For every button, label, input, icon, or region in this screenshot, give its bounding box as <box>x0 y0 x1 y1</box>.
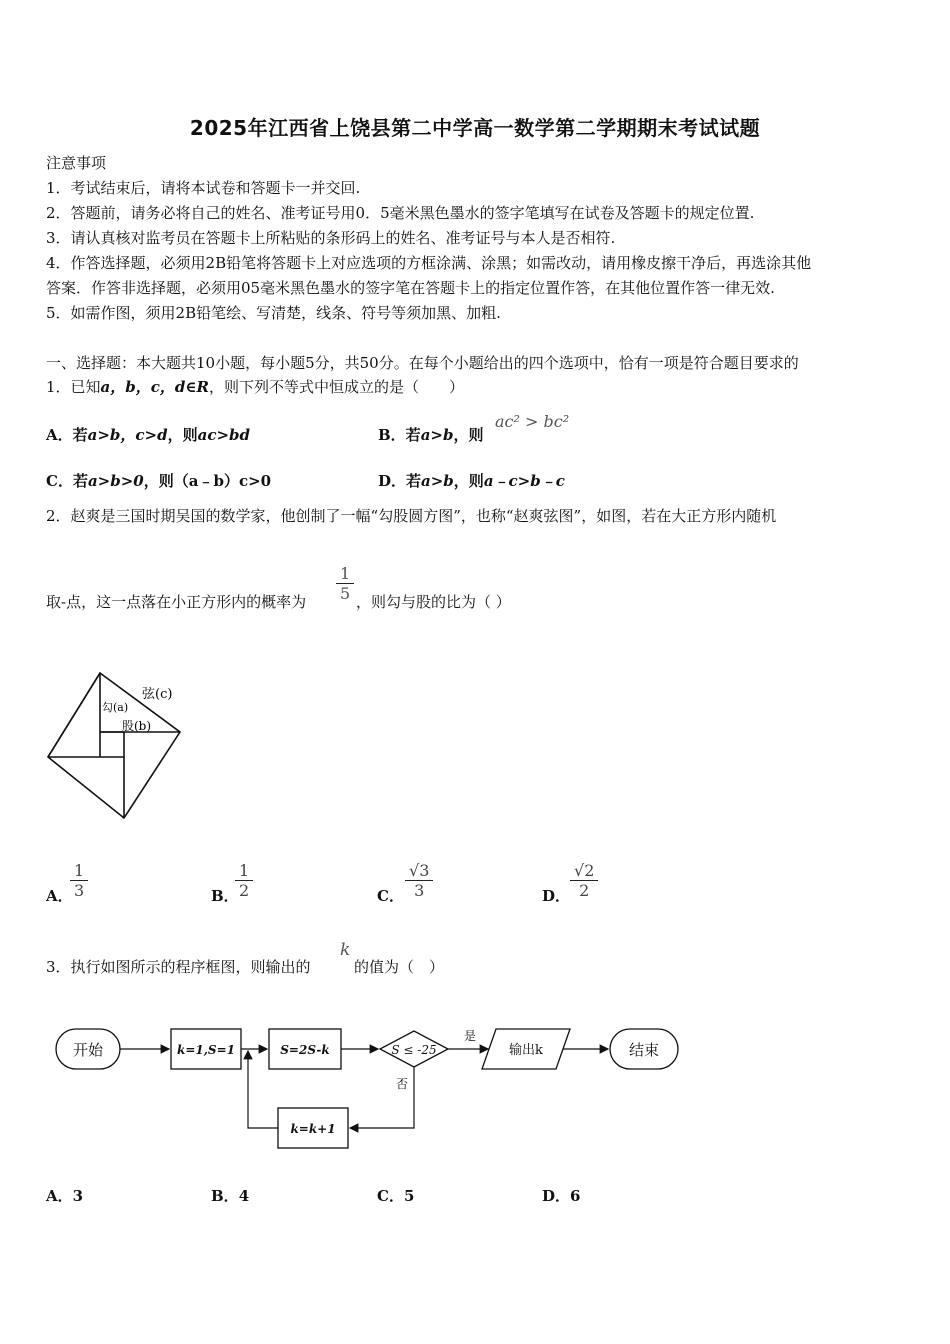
q2-line-2-post: ，则勾与股的比为（ ） <box>356 593 511 611</box>
notice-line-6: 5．如需作图，须用2B铅笔绘、写清楚，线条、符号等须加黑、加粗. <box>46 304 501 322</box>
q1-prefix: 1．已知 <box>46 378 101 396</box>
fig-label-hyp: 弦(c) <box>142 687 173 702</box>
q2-option-b-value: $\frac{1}{2}$ <box>235 861 253 900</box>
question-2-line-2: 取-点，这一点落在小正方形内的概率为 <box>46 593 307 611</box>
flow-cond-text: S ≤ -25 <box>391 1043 437 1057</box>
q2-option-a-value: $\frac{1}{3}$ <box>70 861 88 900</box>
notice-line-2: 2．答题前，请务必将自己的姓名、准考证号用0．5毫米黑色墨水的签字笔填写在试卷及答题卡的规定位置. <box>46 204 755 222</box>
q3-option-a: A．3 <box>46 1187 84 1205</box>
question-3: 3．执行如图所示的程序框图，则输出的 <box>46 958 311 976</box>
flow-no-text: 否 <box>395 1077 409 1091</box>
q2-option-a-label: A． <box>46 887 73 905</box>
question-2-line-1: 2．赵爽是三国时期吴国的数学家，他创制了一幅“勾股圆方图”，也称“赵爽弦图”，如图，若在大正方形内随机 <box>46 507 777 525</box>
flow-start-text: 开始 <box>72 1041 104 1059</box>
q2-option-d-label: D． <box>542 887 571 905</box>
q2-option-d-value: $\frac{√2}{2}$ <box>570 861 598 900</box>
flow-end-text: 结束 <box>628 1041 660 1059</box>
q3-option-b: B．4 <box>211 1187 250 1205</box>
question-1 <box>46 376 464 397</box>
q3-var-k: k <box>340 940 351 960</box>
zhao-shuang-figure <box>44 668 189 823</box>
q2-option-c-label: C． <box>377 887 404 905</box>
notice-heading: 注意事项 <box>46 154 107 172</box>
q2-probability-fraction: $\frac{1}{5}$ <box>336 564 354 603</box>
q1-suffix: ，则下列不等式中恒成立的是（ ） <box>208 378 464 396</box>
section-heading: 一、选择题：本大题共10小题，每小题5分，共50分。在每个小题给出的四个选项中，恰有一项是符合题目要求的 <box>46 354 799 372</box>
notice-line-4: 4．作答选择题，必须用2B铅笔将答题卡上对应选项的方框涂满、涂黑；如需改动，请用橡皮擦干净后，再选涂其他 <box>46 254 812 272</box>
q1-option-c: C．若a>b>0，则（a﹣b）c>0 <box>46 472 272 490</box>
flow-incr-text: k=k+1 <box>290 1122 336 1136</box>
flow-output-text: 输出k <box>509 1043 543 1058</box>
q1-option-a: A．若a>b，c>d，则ac>bd <box>46 426 251 444</box>
q1-option-b-math: ac² > bc² <box>495 412 570 431</box>
notice-line-1: 1．考试结束后，请将本试卷和答题卡一并交回. <box>46 179 361 197</box>
fig-label-leg-a: 勾(a) <box>102 701 129 714</box>
q2-option-b-label: B． <box>211 887 239 905</box>
flow-yes-text: 是 <box>463 1029 477 1043</box>
flowchart <box>50 1020 690 1155</box>
flow-update-text: S=2S-k <box>280 1043 330 1057</box>
q1-option-d: D．若a>b，则a﹣c>b﹣c <box>378 472 565 490</box>
notice-line-5: 答案．作答非选择题，必须用05毫米黑色墨水的签字笔在答题卡上的指定位置作答，在其他位置作答一律无效. <box>46 279 775 297</box>
q3-post: 的值为（ ） <box>354 958 445 976</box>
flow-init-text: k=1,S=1 <box>177 1043 235 1057</box>
fig-label-leg-b: 股(b) <box>122 719 152 733</box>
q1-option-b: B．若a>b，则 <box>378 426 484 444</box>
q1-vars: a，b，c，d∈R <box>100 378 209 396</box>
q2-option-c-value: $\frac{√3}{3}$ <box>405 861 433 900</box>
q3-option-d: D．6 <box>542 1187 581 1205</box>
page-title: 2025年江西省上饶县第二中学高一数学第二学期期末考试试题 <box>189 116 761 140</box>
q3-option-c: C．5 <box>377 1187 415 1205</box>
notice-line-3: 3．请认真核对监考员在答题卡上所粘贴的条形码上的姓名、准考证号与本人是否相符. <box>46 229 616 247</box>
